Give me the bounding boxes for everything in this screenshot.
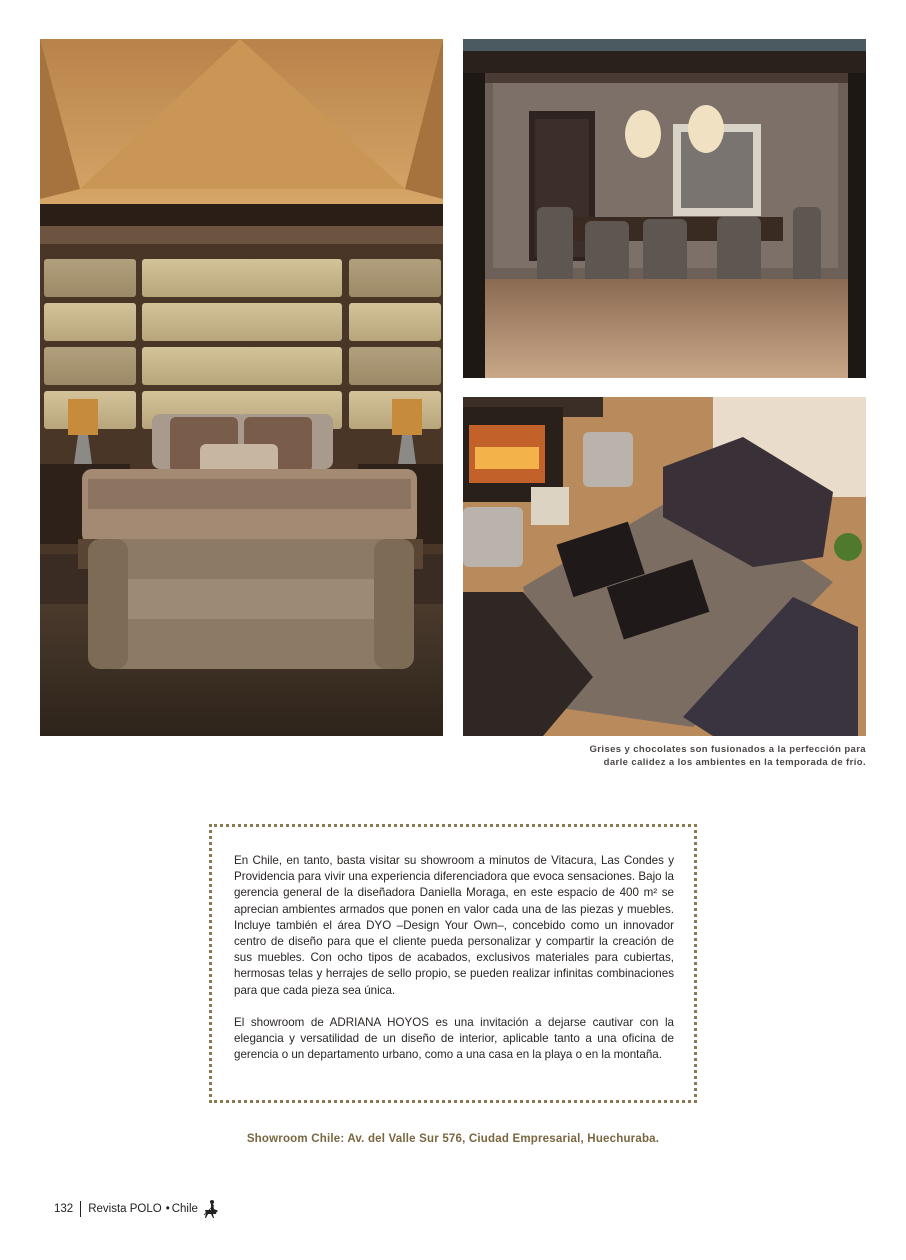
- page-footer: [54, 1200, 220, 1218]
- dining-room-photo: [463, 39, 866, 378]
- body-paragraph-2: El showroom de ADRIANA HOYOS es una invitación a dejarse cautivar con la elegancia y versatilidad de un diseño de interior, aplicable tanto a una oficina de gerencia o un departamento urbano, como a una casa en la playa o en la montaña.: [234, 1015, 674, 1062]
- photo-caption: [536, 743, 866, 769]
- publication-bullet: •: [165, 1203, 170, 1215]
- footer-separator: [80, 1201, 81, 1217]
- caption-line-2: darle calidez a los ambientes en la temporada de frío.: [603, 757, 866, 768]
- publication-title: Revista POLO: [88, 1203, 162, 1215]
- body-paragraph-1: En Chile, en tanto, basta visitar su showroom a minutos de Vitacura, Las Condes y Providencia para vivir una experiencia diferenciadora que evoca sensaciones. Bajo la gerencia general de la diseñadora Daniella Moraga, en este espacio de 400 m² se aprecian ambientes armados que ponen en valor cada una de las piezas y muebles. Incluye también el área DYO –Design Your Own–, concebido como un innovador centro de diseño para que el cliente pueda personalizar y compartir la creación de sus muebles. Con ocho tipos de acabados, exclusivos materiales para cubiertas, hermosas telas y herrajes de sello propio, se pueden realizar infinitas combinaciones para que cada pieza sea única.: [234, 854, 674, 997]
- article-text-box: [209, 824, 697, 1103]
- caption-line-1: Grises y chocolates son fusionados a la perfección para: [589, 744, 866, 755]
- publication-name: [88, 1203, 198, 1215]
- showroom-address: Showroom Chile: Av. del Valle Sur 576, Ciudad Empresarial, Huechuraba.: [246, 1133, 660, 1145]
- polo-player-icon: [202, 1199, 220, 1219]
- publication-country: Chile: [171, 1203, 198, 1215]
- living-room-photo: [463, 397, 866, 736]
- page-number: 132: [54, 1203, 74, 1215]
- bedroom-photo: [40, 39, 443, 736]
